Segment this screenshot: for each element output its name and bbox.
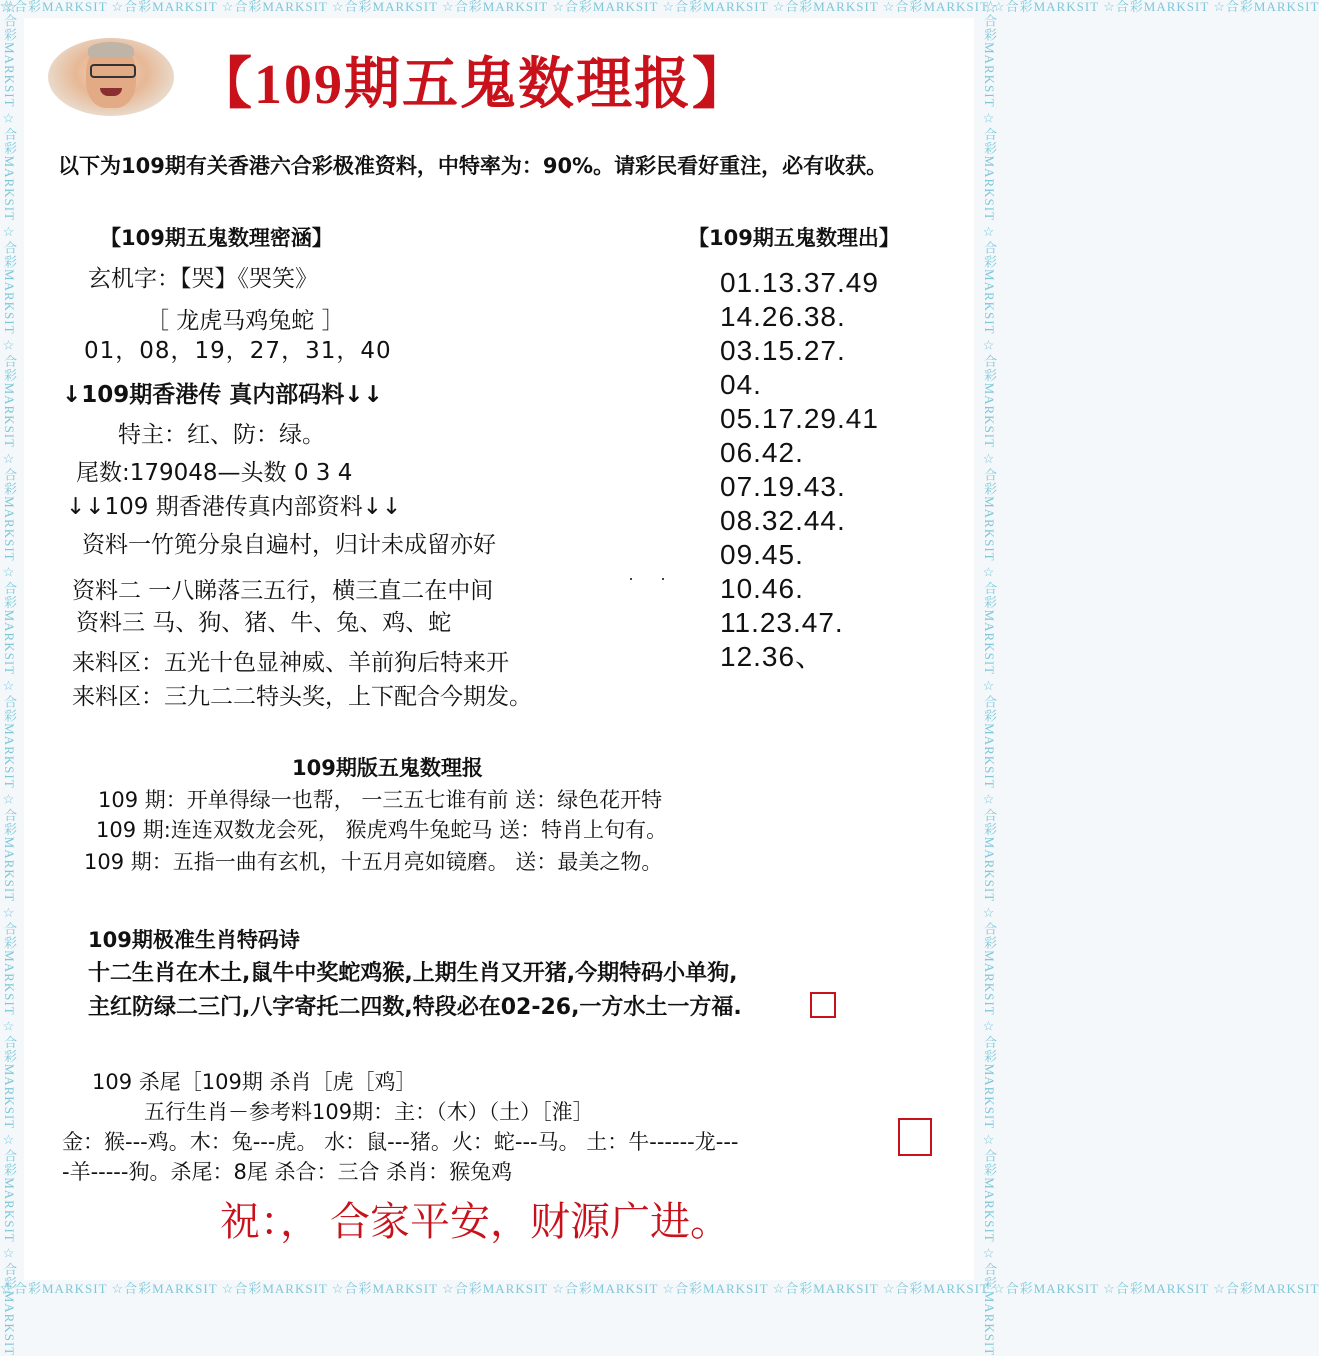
ziliao-3: 资料三 马、狗、猪、牛、兔、鸡、蛇 [76,610,452,636]
wuxing-line: 五行生肖－参考料109期：主：（木）（土）［淮］ [144,1100,594,1124]
scan-speck [662,578,664,580]
tezhu-line: 特主：红、防：绿。 [118,422,325,448]
number-row: 06.42. [720,437,804,468]
weishu-line: 尾数:179048—头数 0 3 4 [76,460,353,486]
section-heading-right: 【109期五鬼数理出】 [688,226,900,250]
number-row: 08.32.44. [720,505,846,536]
zodiac-bracket-line: ［ 龙虎马鸡兔蛇 ］ [146,308,345,334]
ziliao-1: 资料一竹篼分泉自遍村，归计未成留亦好 [82,532,496,558]
watermark-right: ☆合彩MARKSIT ☆合彩MARKSIT ☆合彩MARKSIT ☆合彩MARKSIT ☆合彩MARKSIT ☆合彩MARKSIT ☆合彩MARKSIT ☆合彩MARKSIT ☆合彩MARKSIT ☆合彩MARKSIT ☆合彩MARKSIT ☆合彩MARKSIT [982,0,997,1356]
section-heading-left: 【109期五鬼数理密涵】 [100,226,333,250]
greeting: 祝：， 合家平安，财源广进。 [220,1199,730,1244]
ziliao-2: 资料二 一八睇落三五行，横三直二在中间 [72,578,494,604]
poem-line: 主红防绿二三门,八字寄托二四数,特段必在02-26,一方水土一方福. [88,995,742,1020]
watermark-top: ☆合彩MARKSIT ☆合彩MARKSIT ☆合彩MARKSIT ☆合彩MARKSIT ☆合彩MARKSIT ☆合彩MARKSIT ☆合彩MARKSIT ☆合彩MARKSIT ☆合彩MARKSIT ☆合彩MARKSIT ☆合彩MARKSIT ☆合彩MARKSIT [0,0,1319,14]
number-row: 03.15.27. [720,335,846,366]
number-row: 07.19.43. [720,471,846,502]
element-line: 金：猴---鸡。木：兔---虎。 水：鼠---猪。火：蛇---马。 土：牛------龙--- [62,1130,739,1154]
riddle-line: 109 期：五指一曲有玄机，十五月亮如镜磨。 送：最美之物。 [84,850,663,874]
kill-line: 109 杀尾［109期 杀肖［虎［鸡］ [92,1070,417,1094]
number-row: 04. [720,369,762,400]
hk-heading-2: ↓↓109 期香港传真内部资料↓↓ [66,494,402,520]
number-row: 09.45. [720,539,804,570]
riddle-line: 109 期：开单得绿一也帮， 一三五七谁有前 送：绿色花开特 [98,788,663,812]
watermark-bottom: ☆合彩MARKSIT ☆合彩MARKSIT ☆合彩MARKSIT ☆合彩MARKSIT ☆合彩MARKSIT ☆合彩MARKSIT ☆合彩MARKSIT ☆合彩MARKSIT ☆合彩MARKSIT ☆合彩MARKSIT ☆合彩MARKSIT ☆合彩MARKSIT [0,1281,1319,1296]
numbers-line: 01，08，19，27，31，40 [84,338,392,364]
number-row: 01.13.37.49 [720,267,879,298]
red-stamp [810,992,836,1018]
number-list [720,266,879,674]
red-stamp [898,1118,932,1156]
portrait-hair [88,42,134,58]
hk-heading-1: ↓109期香港传 真内部码料↓↓ [62,382,383,408]
portrait-glasses [90,64,136,78]
number-row: 05.17.29.41 [720,403,879,434]
poem-title: 109期极准生肖特码诗 [88,928,300,952]
number-row: 11.23.47. [720,607,844,638]
page-title: 【109期五鬼数理报】 [196,54,750,116]
portrait-photo [48,38,174,116]
element-line-2: -羊-----狗。杀尾：8尾 杀合：三合 杀肖：猴兔鸡 [62,1160,513,1184]
intro-text: 以下为109期有关香港六合彩极准资料，中特率为：90%。请彩民看好重注，必有收获。 [58,154,888,178]
number-row: 12.36、 [720,641,825,672]
number-row: 14.26.38. [720,301,846,332]
riddle-line: 109 期:连连双数龙会死， 猴虎鸡牛兔蛇马 送：特肖上句有。 [96,818,668,842]
mid-section-title: 109期版五鬼数理报 [292,756,483,780]
watermark-left: ☆合彩MARKSIT ☆合彩MARKSIT ☆合彩MARKSIT ☆合彩MARKSIT ☆合彩MARKSIT ☆合彩MARKSIT ☆合彩MARKSIT ☆合彩MARKSIT ☆合彩MARKSIT ☆合彩MARKSIT ☆合彩MARKSIT ☆合彩MARKSIT [2,0,17,1356]
poem-line: 十二生肖在木土,鼠牛中奖蛇鸡猴,上期生肖又开猪,今期特码小单狗, [88,961,738,986]
number-row: 10.46. [720,573,804,604]
xuanji-line: 玄机字：【哭】《哭笑》 [88,266,318,292]
scan-speck [630,578,632,580]
laoliao-2: 来料区：三九二二特头奖，上下配合今期发。 [72,684,532,710]
laoliao-1: 来料区：五光十色显神威、羊前狗后特来开 [72,650,509,676]
